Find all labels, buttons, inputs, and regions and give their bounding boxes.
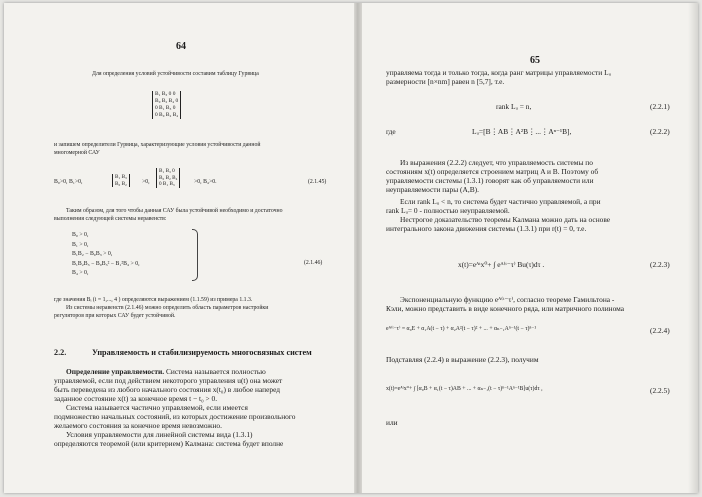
det-gt2: >0, B₄>0. [194,179,217,185]
para1-line: Из выражения (2.2.2) следует, что управляемость системы по [400,158,593,167]
page-number-right: 65 [530,55,540,66]
det2-matrix [112,174,130,187]
det3-row: 0 B₁ B₃ [159,181,175,187]
body-line: желаемого состояния за конечное время невозможно. [54,421,222,430]
body-line: быть переведена из любого начального состояния x(t₀) в любое наперед [54,385,281,394]
right-page [362,3,698,493]
eq-number-2-2-4: (2.2.4) [650,326,670,335]
left-page [4,3,354,493]
where-line: Из системы неравенств (2.1.46) можно определить область параметров настройки [66,305,269,311]
hurwitz-row: B₀ B₂ B₄ 0 [155,98,179,104]
body-line: подмножество начальных состояний, из которых достижение произвольного [54,412,296,421]
section-number: 2.2. [54,348,67,357]
thus-line: выполнения следующей системы неравенств: [54,216,167,222]
para1-line: Если rank Lᵤ < n, то система будет частично управляемой, а при [400,197,601,206]
where-word: где [386,127,396,136]
det2-row: B₁ B₃ [115,174,127,180]
inequality-line: B₄ > 0, [72,270,89,276]
det2-row: B₀ B₂ [115,180,127,187]
det3-row: B₀ B₂ B₄ [159,174,178,181]
para2-line: Кэли, можно представить в виде конечного ряда, или матричного полинома [386,304,625,313]
where-line: где значения Bᵢ (i = 1,..., 4 ) определяются выражением (1.1.59) из примера 1.1.3. [54,297,253,303]
eq-2-2-2: Lᵤ=[B⋮AB⋮A²B⋮...⋮Aⁿ⁻¹B], [472,127,572,136]
page-edge-shadow [688,3,698,493]
after-table-line: многомерной САУ [54,150,100,156]
hurwitz-row: 0 B₀ B₂ B₄ [155,112,179,118]
para1-line: rank Lᵤ= 0 - полностью неуправляемой. [386,206,510,215]
eq-number-2-2-1: (2.2.1) [650,102,670,111]
para1-line: состояниям x(t) определяется строением матриц A и B. Поэтому об [386,167,599,176]
definition-lead: Определение управляемости. [66,367,165,376]
det-first: B₀>0, B₁>0, [54,179,83,185]
body-line: управляемой, если под действием некоторого управления u(t) она может [54,376,283,385]
system-brace [192,229,198,281]
hurwitz-row: B₁ B₃ 0 0 [155,91,176,97]
right-top-line: размерности [n×nm] равен n [5,7], т.е. [386,77,505,86]
det3-row: B₁ B₃ 0 [159,168,175,174]
para1-line: Нестрогое доказательство теоремы Калмана можно дать на основе [400,215,611,224]
inequality-line: B₁B₂B₃ − B₀B₃² − B₁²B₄ > 0, [72,260,140,267]
eq-2-2-5: x(t)=eᴬᵗx⁰+ ∫ [α₀B + α₁(t − τ)AB + ... + αₙ₋₁(t − τ)ⁿ⁻¹Aⁿ⁻¹B]u(τ)dτ , [386,386,543,392]
det3-matrix [156,168,180,188]
book-gutter [354,3,362,493]
eq-number-2-1-45: (2.1.45) [308,179,327,185]
eq-number-2-2-3: (2.2.3) [650,260,670,269]
body-line: Система называется частично управляемой, если имеется [66,403,248,412]
eq-2-2-3: x(t)=eᴬᵗx⁰+ ∫ eᴬ⁽ᵗ⁻τ⁾ Bu(τ)dτ . [458,260,545,269]
eq-number-2-2-2: (2.2.2) [650,127,670,136]
section-title: Управляемость и стабилизируемость многосвязных систем [92,348,312,357]
right-top-line: управляема тогда и только тогда, когда ранг матрицы управляемости Lᵤ [386,68,612,77]
inequality-line: B₁B₂ − B₀B₃ > 0, [72,251,113,257]
body-line: заданное состояние x(t) за конечное время t − t₀ > 0. [54,394,218,403]
eq-2-2-1: rank Lᵤ = n, [496,102,532,111]
body-line: Условия управляемости для линейной системы вида (1.3.1) [66,430,253,439]
inequality-line: B₀ > 0, [72,232,89,238]
eq-number-2-2-5: (2.2.5) [650,386,670,395]
inequality-system [72,231,140,279]
thus-line: Таким образом, для того чтобы данная САУ была устойчивой необходимо и достаточно [66,208,283,214]
last-word: или [386,418,398,427]
where-line: регуляторов при которых САУ будет устойчивой. [54,313,176,319]
det-gt1: >0, [142,179,150,185]
intro-text: Для определения условий устойчивости составим таблицу Гурвица [92,71,259,77]
body-line [66,368,266,375]
para3: Подставляя (2.2.4) в выражение (2.2.3), получим [386,355,539,364]
body-line: определяются теоремой (или критерием) Калмана: система будет вполне [54,439,284,448]
page-number-left: 64 [176,41,186,52]
inequality-line: B₁ > 0, [72,241,89,248]
para1-line: интегрального закона движения системы (1.3.1) при r(t) = 0, т.е. [386,224,587,233]
eq-number-2-1-46: (2.1.46) [304,260,323,266]
hurwitz-table [152,91,181,119]
hurwitz-row: 0 B₁ B₃ 0 [155,105,176,111]
para1-line: управляемости системы (1.3.1) говорят как об управляемости или [386,176,594,185]
para1-line: неуправляемости пары (A,B). [386,185,479,194]
body-text: Система называется полностью [164,367,266,376]
book-spread [4,3,698,493]
para2-line: Экспоненциальную функцию eᴬ⁽ᵗ⁻τ⁾, согласно теореме Гамильтона - [400,295,615,304]
after-table-line: и запишем определители Гурвица, характеризующие условия устойчивости данной [54,142,261,148]
eq-2-2-4: eᴬ⁽ᵗ⁻τ⁾ = α₀E + α₁A(t − τ) + α₂A²(t − τ)² + ... + αₙ₋₁Aⁿ⁻¹(t − τ)ⁿ⁻¹ [386,326,537,332]
